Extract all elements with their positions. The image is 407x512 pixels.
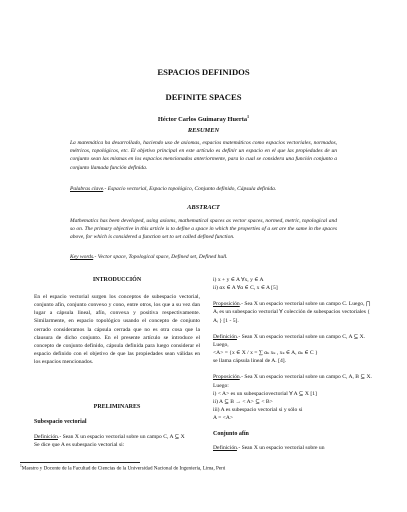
subespacio-heading: Subespacio vectorial (34, 419, 87, 425)
proposition-2-iii-b: A = <A> (213, 415, 234, 422)
intro-text: En el espacio vectorial surgen los conceptos de subespacio vectorial, conjunto afín, conjunto convexo y cono, entre otros, los que a su vez dan lugar a cápsula lineal, afín, convexa y positiva respectivamente. Similarmente, en espacio topológico usando el concepto de conjunto cerrado consideramos la cápsula cerrada que no es otra cosa que la clausura de dicho conjunto. En el presente artículo se introduce el concepto de conjunto definido, cápsula definida para luego considerar el espacio definido con el objetivo de que las propiedades sean válidas en los espacios mencionados. (34, 294, 200, 366)
title-english: DEFINITE SPACES (165, 92, 242, 102)
definition-3-label: Definición (213, 444, 237, 451)
proposition-2-text: .- Sea X un espacio vectorial sobre un campo C, A, B ⊆ X. Luego: (213, 374, 372, 389)
resumen-text: La matemática ha desarrollado, haciendo uso de axiomas, espacios matemáticos como espacios vectoriales, normados, métricos, topológicos, etc. El objetivo principal en este artículo es definir un espacio en el que las propiedades de un conjunto sean las mismas en los espacios mencionados anteriormente, para lo cual se considera una función conjunto a conjunto llamada función definida. (70, 140, 337, 171)
proposition-2-label: Proposición (213, 374, 240, 381)
definition-3 (213, 444, 375, 452)
proposition-2-ii: ii) A ⊆ B → < A> ⊆ < B> (213, 398, 273, 405)
title-spanish: ESPACIOS DEFINIDOS (157, 67, 250, 77)
definition-2-after: se llama cápsula lineal de A. [4]. (213, 358, 287, 365)
author-name: Héctor Carlos Guimaray Huerta (157, 116, 248, 124)
abstract-heading: ABSTRACT (187, 204, 220, 211)
afin-heading: Conjunto afín (213, 431, 249, 438)
definition-3-text: .- Sean X un espacio vectorial sobre un (236, 444, 325, 451)
palabras-clave (70, 185, 337, 193)
resumen-heading: RESUMEN (187, 127, 220, 134)
author-footnote-mark: 1 (247, 114, 250, 119)
proposition-1 (213, 300, 375, 324)
proposition-1-text: .- Sea X un espacio vectorial sobre un campo C. Luego, ⋂ Aᵢ es un subespacio vectorial ∀ colección de subespacios vectoriales { Aᵢ } [1 - 5]. (213, 301, 371, 324)
proposition-2-iii: iii) A es subespacio vectorial si y sólo si (213, 407, 303, 414)
footnote-text: Maestro y Docente de la Facultad de Ciencias de la Universidad Nacional de Ingeniería, Lima, Perú (21, 465, 226, 472)
intro-heading: INTRODUCCIÓN (92, 277, 142, 283)
proposition-2-i: i) < A> es un subespaciovectorial ∀ A ⊆ X [1] (213, 390, 317, 397)
abstract-text: Mathematics has been developed, using axioms, mathematical spaces as vector spaces, normed, metric, topological and so on. The primary objective in this article is to define a space in which the properties of a set are the same in the spaces above, for which is considered a function set to set called defined function. (70, 218, 337, 241)
definition-1 (34, 433, 200, 449)
key-words-text: .- Vector space, Topological space, Defined set, Defined hull. (93, 254, 228, 260)
definition-2-text: .- Sean X un espacio vectorial sobre un campo C, A ⊆ X. Luego, (213, 333, 366, 348)
condition-1: i) x + y ∈ A ∀x, y ∈ A (213, 277, 264, 283)
condition-2: ii) αx ∈ A ∀α ∈ C, x ∈ A [5] (213, 285, 278, 292)
key-words (70, 253, 337, 261)
author-line (0, 114, 407, 123)
proposition-1-label: Proposición (213, 301, 240, 308)
proposition-2 (213, 373, 375, 389)
definition-1-line2: Se dice que A es subespacio vectorial si: (34, 442, 125, 449)
footnote-mark: 1 (20, 464, 22, 468)
definition-2 (213, 333, 375, 349)
right-column (213, 276, 375, 452)
definition-1-text: .- Sean X un espacio vectorial sobre un campo C, A ⊆ X (57, 434, 185, 440)
footnote (20, 463, 390, 472)
key-words-label: Key words (70, 254, 94, 260)
definition-1-label: Definición (34, 434, 58, 440)
definition-2-formula: <A> = {x ∈ X / x = ∑ αₖ xₖ , xₖ ∈ A, αₖ ∈ C } (213, 350, 318, 357)
palabras-clave-label: Palabras clave (70, 186, 104, 192)
palabras-clave-text: .- Espacio vectorial, Espacio topológico, Conjunto definido, Cápsula definida. (103, 186, 277, 192)
preliminares-heading: PRELIMINARES (93, 404, 141, 410)
definition-2-label: Definición (213, 333, 237, 340)
